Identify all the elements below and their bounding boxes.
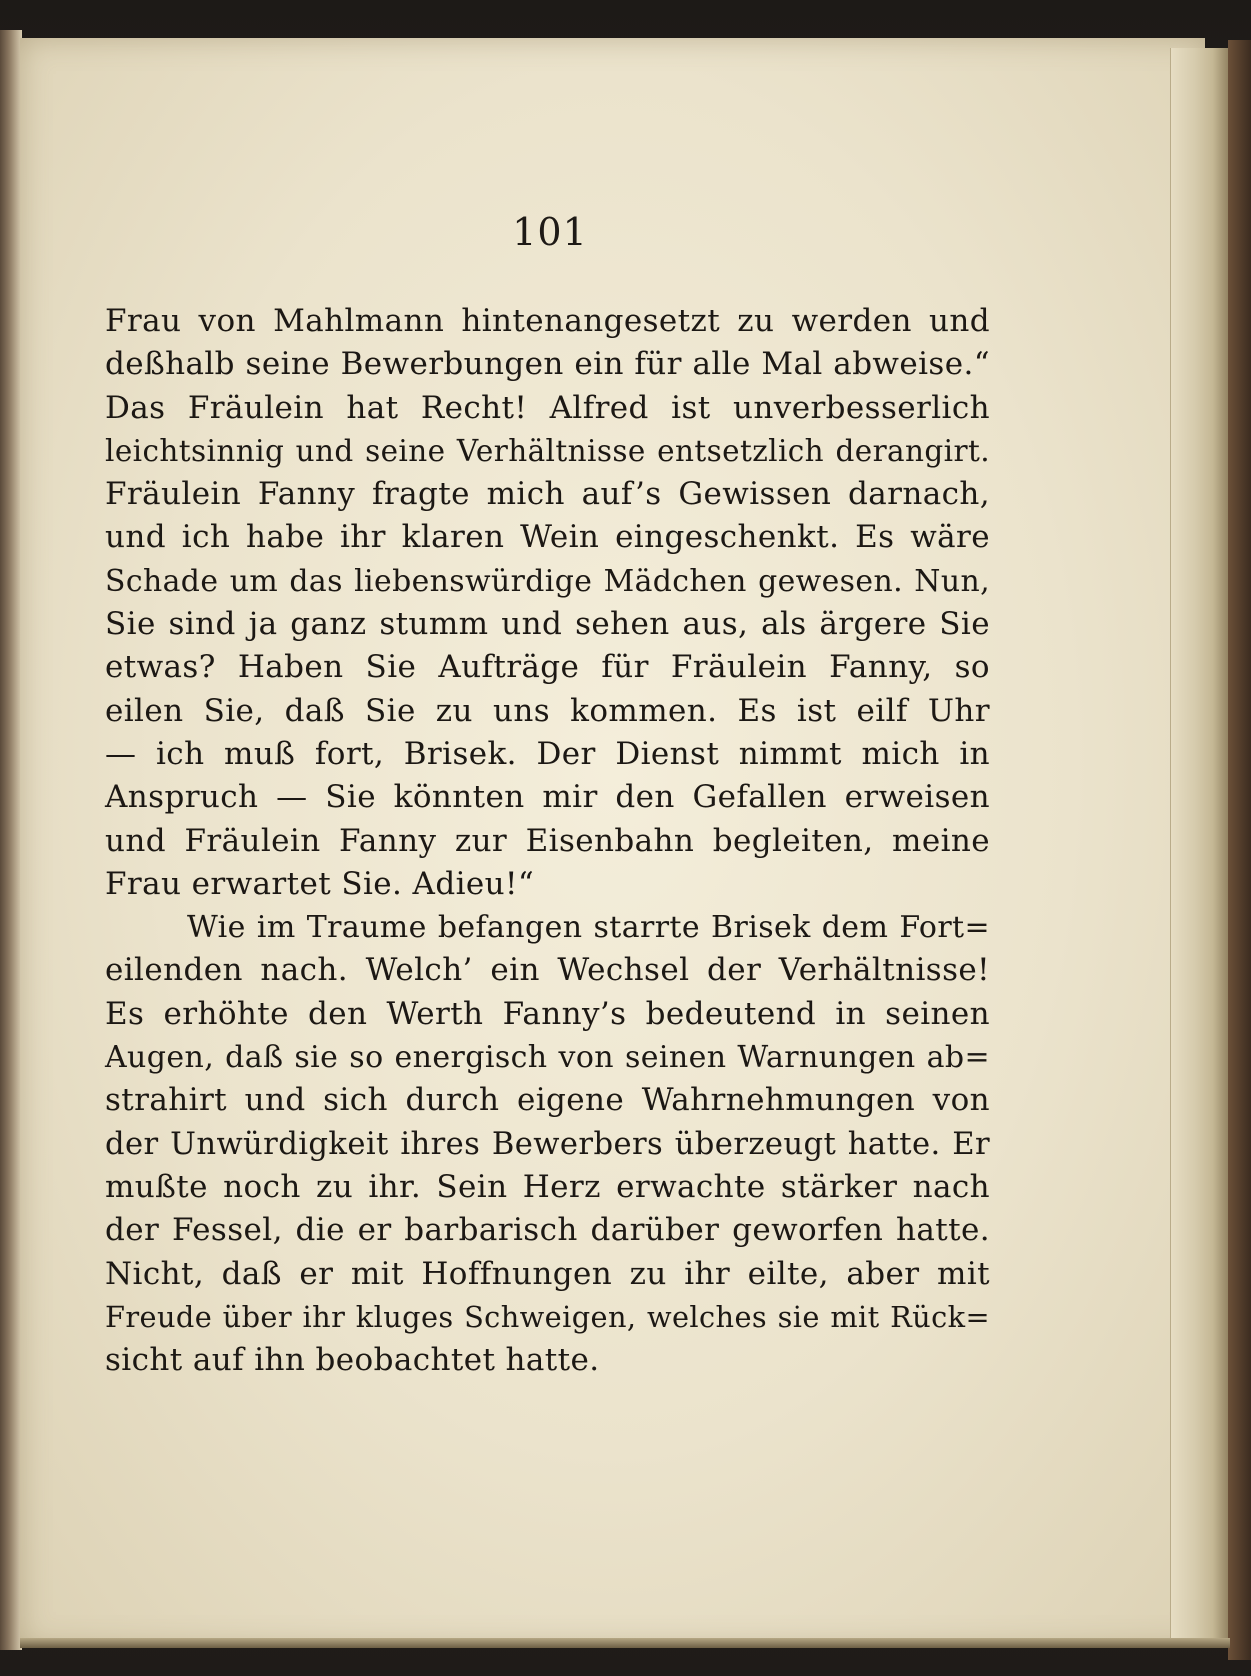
text-line: leichtsinnig und seine Verhältnisse entsetzlich derangirt. — [105, 433, 990, 468]
text-line: mußte noch zu ihr. Sein Herz erwachte stärker nach — [105, 1168, 990, 1205]
text-line: Nicht, daß er mit Hoffnungen zu ihr eilte, aber mit — [105, 1255, 990, 1292]
text-line: und Fräulein Fanny zur Eisenbahn begleiten, meine — [105, 822, 990, 859]
text-line: Augen, daß sie so energisch von seinen Warnungen ab= — [105, 1040, 990, 1076]
text-line: — ich muß fort, Brisek. Der Dienst nimmt mich in — [105, 735, 990, 772]
text-line: Freude über ihr kluges Schweigen, welches sie mit Rück= — [105, 1299, 990, 1334]
text-line: Sie sind ja ganz stumm und sehen aus, als ärgere Sie — [105, 606, 990, 643]
text-line: Es erhöhte den Werth Fanny’s bedeutend in seinen — [105, 995, 990, 1032]
book-cover-edge — [1228, 40, 1251, 1660]
page-edges — [1170, 48, 1231, 1646]
text-line-paragraph-start: Wie im Traume befangen starrte Brisek dem Fort= — [187, 910, 990, 946]
book-binding — [0, 30, 22, 1650]
text-line: und ich habe ihr klaren Wein eingeschenkt. Es wäre — [105, 519, 990, 556]
text-line: der Fessel, die er barbarisch darüber geworfen hatte. — [105, 1212, 990, 1249]
text-line: Das Fräulein hat Recht! Alfred ist unverbesserlich — [105, 389, 990, 426]
page-number: 101 — [512, 210, 588, 254]
text-line: sicht auf ihn beobachtet hatte. — [105, 1342, 600, 1379]
text-line: strahirt und sich durch eigene Wahrnehmungen von — [105, 1082, 990, 1119]
text-line: Schade um das liebenswürdige Mädchen gewesen. Nun, — [105, 563, 990, 599]
text-line: Fräulein Fanny fragte mich auf’s Gewissen darnach, — [105, 476, 990, 513]
text-line: der Unwürdigkeit ihres Bewerbers überzeugt hatte. Er — [105, 1126, 990, 1162]
text-line: deßhalb seine Bewerbungen ein für alle Mal abweise.“ — [105, 346, 990, 383]
text-line: eilen Sie, daß Sie zu uns kommen. Es ist eilf Uhr — [105, 692, 990, 729]
text-line: Frau von Mahlmann hintenangesetzt zu werden und — [105, 303, 990, 339]
text-line: eilenden nach. Welch’ ein Wechsel der Verhältnisse! — [105, 952, 990, 989]
body-text — [105, 300, 990, 1382]
page-bottom-edge — [20, 1638, 1230, 1648]
text-line: Frau erwartet Sie. Adieu!“ — [105, 865, 535, 902]
text-line: Anspruch — Sie könnten mir den Gefallen erweisen — [105, 779, 990, 816]
text-line: etwas? Haben Sie Aufträge für Fräulein Fanny, so — [105, 649, 990, 686]
